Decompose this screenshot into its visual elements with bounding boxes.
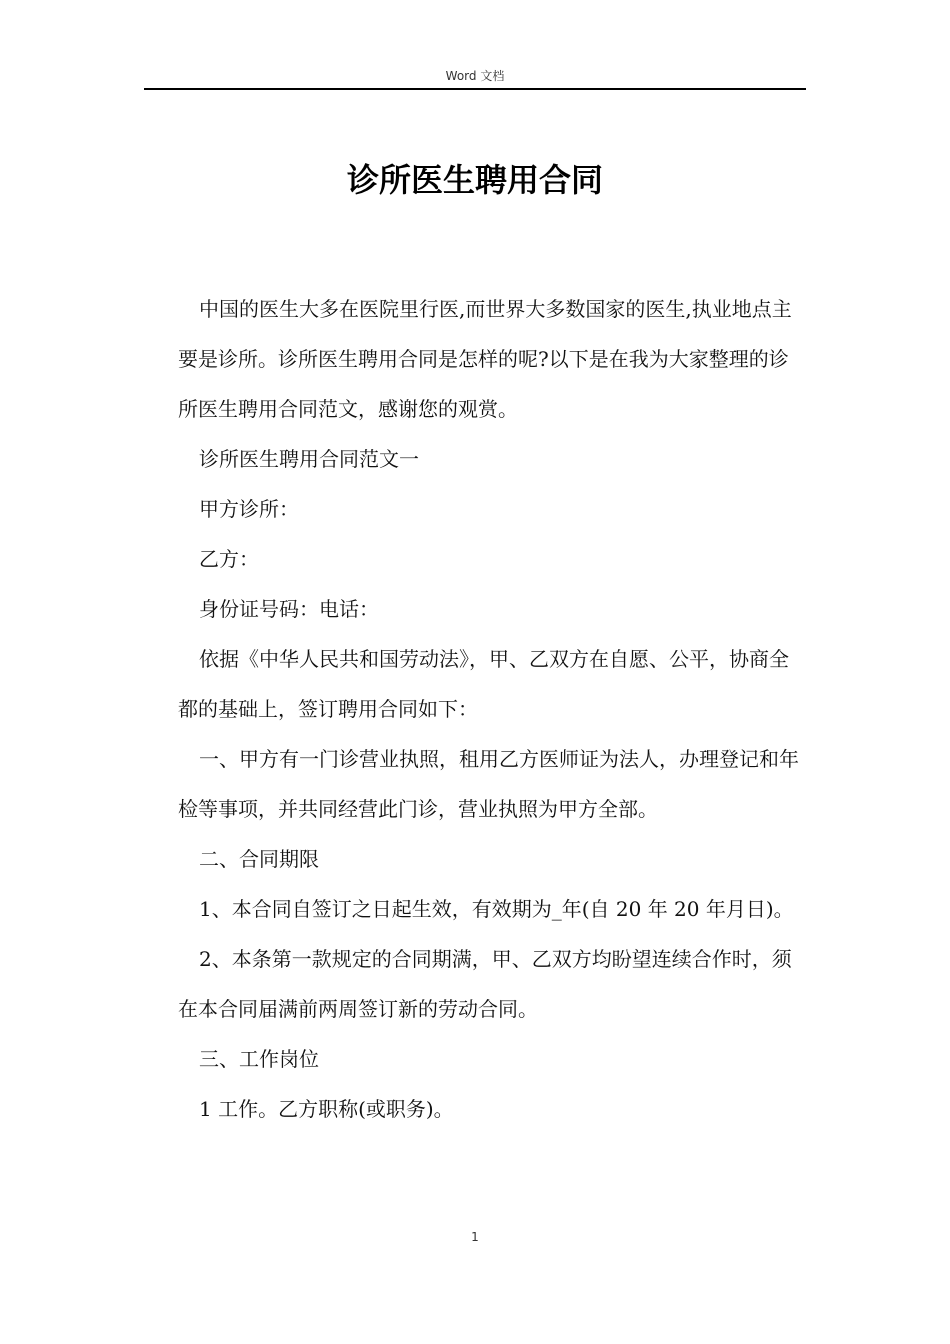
header-label: Word 文档 bbox=[445, 69, 505, 83]
page-number: 1 bbox=[471, 1230, 479, 1244]
document-title: 诊所医生聘用合同 bbox=[346, 161, 603, 199]
paragraph-clause-2-2: 2、本条第一款规定的合同期满，甲、乙双方均盼望连续合作时，须在本合同届满前两周签订新的劳动合同。 bbox=[178, 947, 792, 1021]
paragraph-clause-3-heading: 三、工作岗位 bbox=[199, 1047, 319, 1071]
paragraph-intro: 中国的医生大多在医院里行医,而世界大多数国家的医生,执业地点主要是诊所。诊所医生聘用合同是怎样的呢?以下是在我为大家整理的诊所医生聘用合同范文，感谢您的观赏。 bbox=[178, 297, 792, 421]
paragraph-id-phone: 身份证号码：电话： bbox=[199, 597, 379, 621]
paragraph-clause-3-1: 1 工作。乙方职称(或职务)。 bbox=[199, 1097, 454, 1121]
paragraph-clause-2-heading: 二、合同期限 bbox=[199, 847, 319, 871]
page-header bbox=[144, 66, 806, 90]
paragraph-sample-heading: 诊所医生聘用合同范文一 bbox=[199, 447, 419, 471]
paragraph-party-a: 甲方诊所： bbox=[199, 497, 299, 521]
document-body bbox=[178, 284, 808, 1134]
paragraph-clause-1: 一、甲方有一门诊营业执照，租用乙方医师证为法人，办理登记和年检等事项，并共同经营此门诊，营业执照为甲方全部。 bbox=[178, 747, 799, 821]
paragraph-basis: 依据《中华人民共和国劳动法》，甲、乙双方在自愿、公平，协商全都的基础上，签订聘用合同如下： bbox=[178, 647, 789, 721]
paragraph-clause-2-1: 1、本合同自签订之日起生效，有效期为_年(自 20 年 20 年月日)。 bbox=[199, 897, 794, 921]
paragraph-party-b: 乙方： bbox=[199, 547, 259, 571]
